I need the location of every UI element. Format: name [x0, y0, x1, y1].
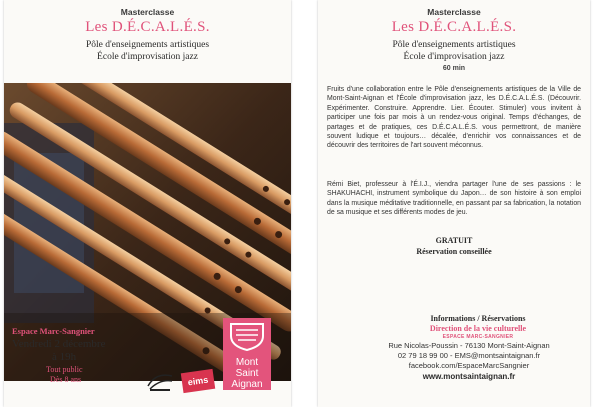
website-link[interactable]: www.montsaintaignan.fr [422, 372, 516, 381]
eims-logo: eims [181, 369, 215, 393]
speaker-paragraph: Rémi Biet, professeur à l'É.I.J., viendra partager l'une de ses passions : le SHAKUHACHI, instrument symbolique du Japon… de son histoire à son emploi dans la musique méditative traditionnelle, en passant par sa fabrication, la notation de sa musique et ses différents modes de jeu. [327, 181, 581, 217]
age: Dès 8 ans [50, 375, 82, 384]
title: Les D.É.C.A.L.É.S. [391, 19, 517, 35]
brand-line-3: Aignan [231, 379, 263, 390]
audience: Tout public [46, 365, 83, 374]
brand-line-1: Mont [235, 357, 259, 368]
facebook-link[interactable]: facebook.com/EspaceMarcSangnier [408, 361, 530, 370]
subtitle-1: Pôle d'enseignements artistiques [392, 40, 516, 50]
duration: 60 min [442, 65, 466, 72]
description-paragraph: Fruits d'une collaboration entre le Pôle d'enseignements artistiques de la Ville de Mont-Saint-Aignan et l'École d'improvisation jazz, les D.É.C.A.L.É.S. (Découvrir. Expérimenter. Construire. Apprendre. Lier. Écouter. Stimuler) vous invitent à participer une fois par mois à un rendez-vous original. Temps d'échanges, de partages et de pratiques, ces D.É.C.A.L.É.S. vous permettront, de manière souvent ludique et toujours… décalée, d'enrichir vos connaissances et de découvrir des territoires de l'art souvent méconnus. [327, 86, 581, 150]
brand-line-2: Saint [235, 368, 259, 379]
free-label: GRATUIT [435, 236, 473, 245]
event-date: Vendredi 2 décembre [12, 338, 106, 350]
kicker: Masterclasse [120, 7, 175, 17]
subtitle-2: École d'improvisation jazz [97, 52, 198, 62]
kicker: Masterclasse [427, 7, 481, 17]
reservation-label: Réservation conseillée [416, 247, 492, 256]
flyer-back [318, 0, 590, 407]
title: Les D.É.C.A.L.É.S. [85, 19, 210, 35]
phone-email-link[interactable]: 02 79 18 99 00 - EMS@montsaintaignan.fr [397, 351, 541, 360]
crest-icon [223, 318, 271, 352]
direction-label: Direction de la vie culturelle [429, 324, 527, 333]
info-title: Informations / Réservations [430, 314, 526, 323]
venue-name: Espace Marc-Sangnier [12, 326, 95, 336]
espace-label: ESPACE MARC-SANGNIER [442, 334, 514, 340]
flyer-front [4, 0, 291, 407]
subtitle-1: Pôle d'enseignements artistiques [85, 40, 210, 50]
mont-saint-aignan-logo [223, 318, 271, 390]
event-time: à 19h [52, 351, 77, 363]
school-logo-icon [146, 370, 174, 392]
subtitle-2: École d'improvisation jazz [403, 52, 505, 62]
address: Rue Nicolas-Poussin - 76130 Mont-Saint-Aignan [388, 341, 550, 350]
